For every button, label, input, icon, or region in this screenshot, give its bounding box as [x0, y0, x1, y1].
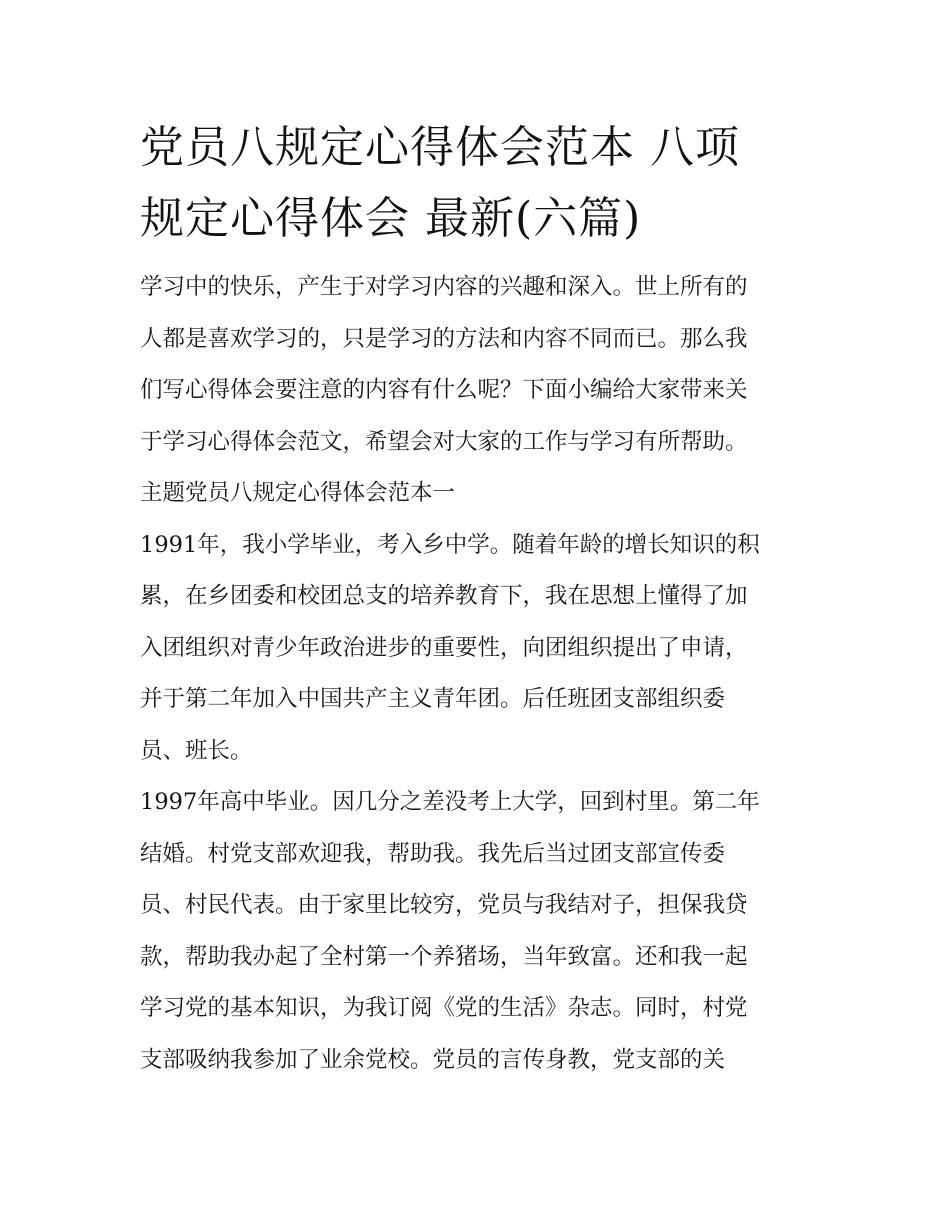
text-line: 支部吸纳我参加了业余党校。党员的言传身教，党支部的关	[140, 1046, 726, 1073]
body-paragraph-2	[140, 777, 820, 1086]
text-line: 于学习心得体会范文，希望会对大家的工作与学习有所帮助。	[140, 428, 748, 455]
text-line: 1991年，我小学毕业，考入乡中学。随着年龄的增长知识的积	[140, 531, 760, 558]
text-line: 款，帮助我办起了全村第一个养猪场，当年致富。还和我一起	[140, 943, 748, 970]
text-line: 人都是喜欢学习的，只是学习的方法和内容不同而已。那么我	[140, 325, 748, 352]
document-title	[140, 112, 820, 254]
text-line: 并于第二年加入中国共产主义青年团。后任班团支部组织委	[140, 686, 726, 712]
title-line: 规定心得体会 最新(六篇)	[140, 193, 642, 244]
title-line: 党员八规定心得体会范本 八项	[140, 122, 740, 173]
text-line: 员、村民代表。由于家里比较穷，党员与我结对子，担保我贷	[140, 892, 748, 918]
section-heading-text: 主题党员八规定心得体会范本一	[140, 480, 456, 506]
document-content	[140, 112, 820, 1086]
body-paragraph-1	[140, 520, 820, 778]
text-line: 们写心得体会要注意的内容有什么呢？下面小编给大家带来关	[140, 377, 748, 403]
text-line: 结婚。村党支部欢迎我，帮助我。我先后当过团支部宣传委	[140, 840, 726, 867]
text-line: 1997年高中毕业。因几分之差没考上大学，回到村里。第二年	[140, 789, 760, 815]
text-line: 入团组织对青少年政治进步的重要性，向团组织提出了申请，	[140, 634, 748, 661]
text-line: 累，在乡团委和校团总支的培养教育下，我在思想上懂得了加	[140, 583, 748, 609]
document-body	[140, 262, 820, 1086]
text-line: 学习中的快乐，产生于对学习内容的兴趣和深入。世上所有的	[140, 274, 748, 300]
section-heading	[140, 468, 820, 520]
intro-paragraph	[140, 262, 820, 468]
text-line: 学习党的基本知识，为我订阅《党的生活》杂志。同时，村党	[140, 995, 748, 1021]
text-line: 员、班长。	[140, 737, 253, 764]
